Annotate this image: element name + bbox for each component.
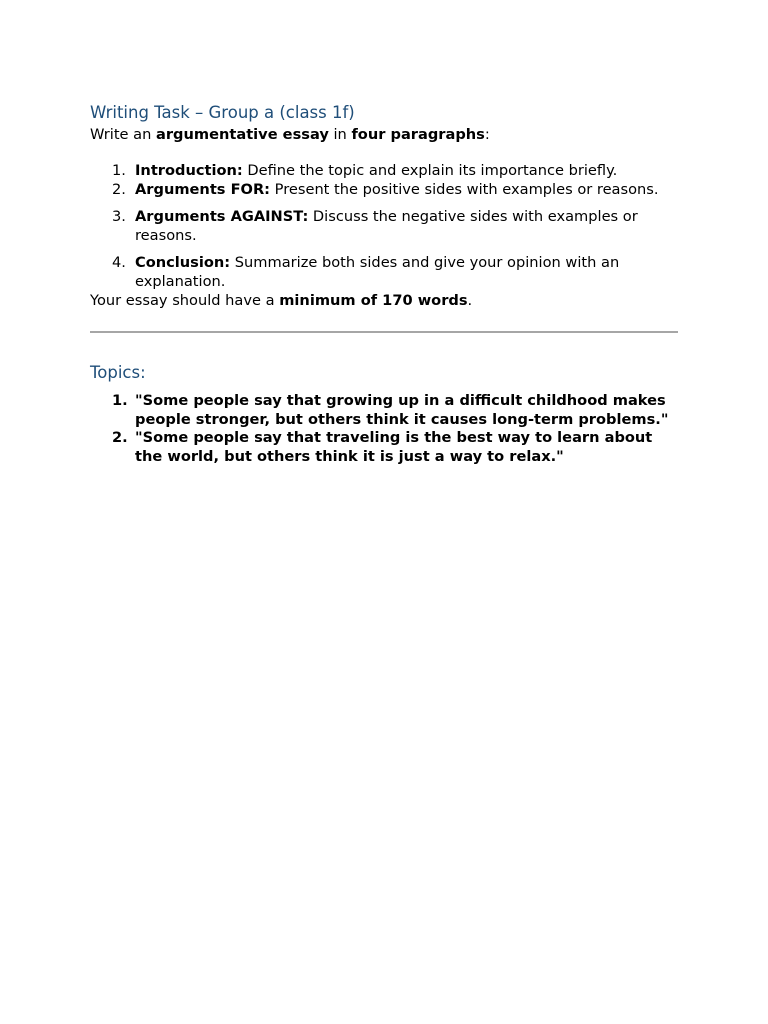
list-item (90, 208, 678, 245)
list-number: 3. (112, 208, 126, 225)
topics-heading: Topics: (90, 363, 146, 382)
step-text: Define the topic and explain its importance briefly. (242, 162, 618, 179)
intro-paragraph (90, 125, 678, 144)
summary-text-1: Your essay should have a (90, 292, 280, 309)
word-count-paragraph (90, 291, 678, 310)
step-label: Conclusion: (135, 254, 231, 271)
summary-bold-minimum: minimum of 170 words (279, 292, 468, 309)
intro-text-1: Write an (90, 126, 156, 143)
list-item (90, 429, 678, 466)
topic-text: "Some people say that growing up in a difficult childhood makes people stronger, but others think it causes long-term problems." (135, 392, 669, 428)
topic-text: "Some people say that traveling is the best way to learn about the world, but others think it is just a way to relax." (135, 429, 653, 465)
list-item (90, 162, 678, 181)
step-text: Present the positive sides with examples or reasons. (270, 180, 659, 198)
section-divider (90, 331, 678, 333)
list-number: 4. (112, 254, 126, 271)
page-title: Writing Task – Group a (class 1f) (90, 103, 355, 122)
step-label: Arguments AGAINST: (135, 208, 309, 225)
list-number: 2. (112, 429, 128, 446)
intro-text-2: in (328, 126, 352, 143)
list-number: 2. (112, 180, 126, 198)
intro-bold-essay-type: argumentative essay (156, 126, 329, 143)
summary-text-2: . (467, 292, 473, 309)
step-label: Introduction: (135, 162, 243, 179)
step-text: Discuss the negative sides with examples or reasons. (135, 208, 638, 244)
list-item (90, 254, 678, 291)
list-number: 1. (112, 162, 126, 179)
list-item (90, 181, 678, 200)
list-number: 1. (112, 392, 128, 409)
step-text: Summarize both sides and give your opinion with an explanation. (135, 254, 620, 290)
step-label: Arguments FOR: (135, 180, 271, 198)
essay-structure-list (90, 162, 678, 291)
intro-text-3: : (484, 126, 490, 143)
list-item (90, 392, 678, 429)
topics-list (90, 392, 678, 466)
intro-bold-paragraph-count: four paragraphs (351, 126, 485, 143)
